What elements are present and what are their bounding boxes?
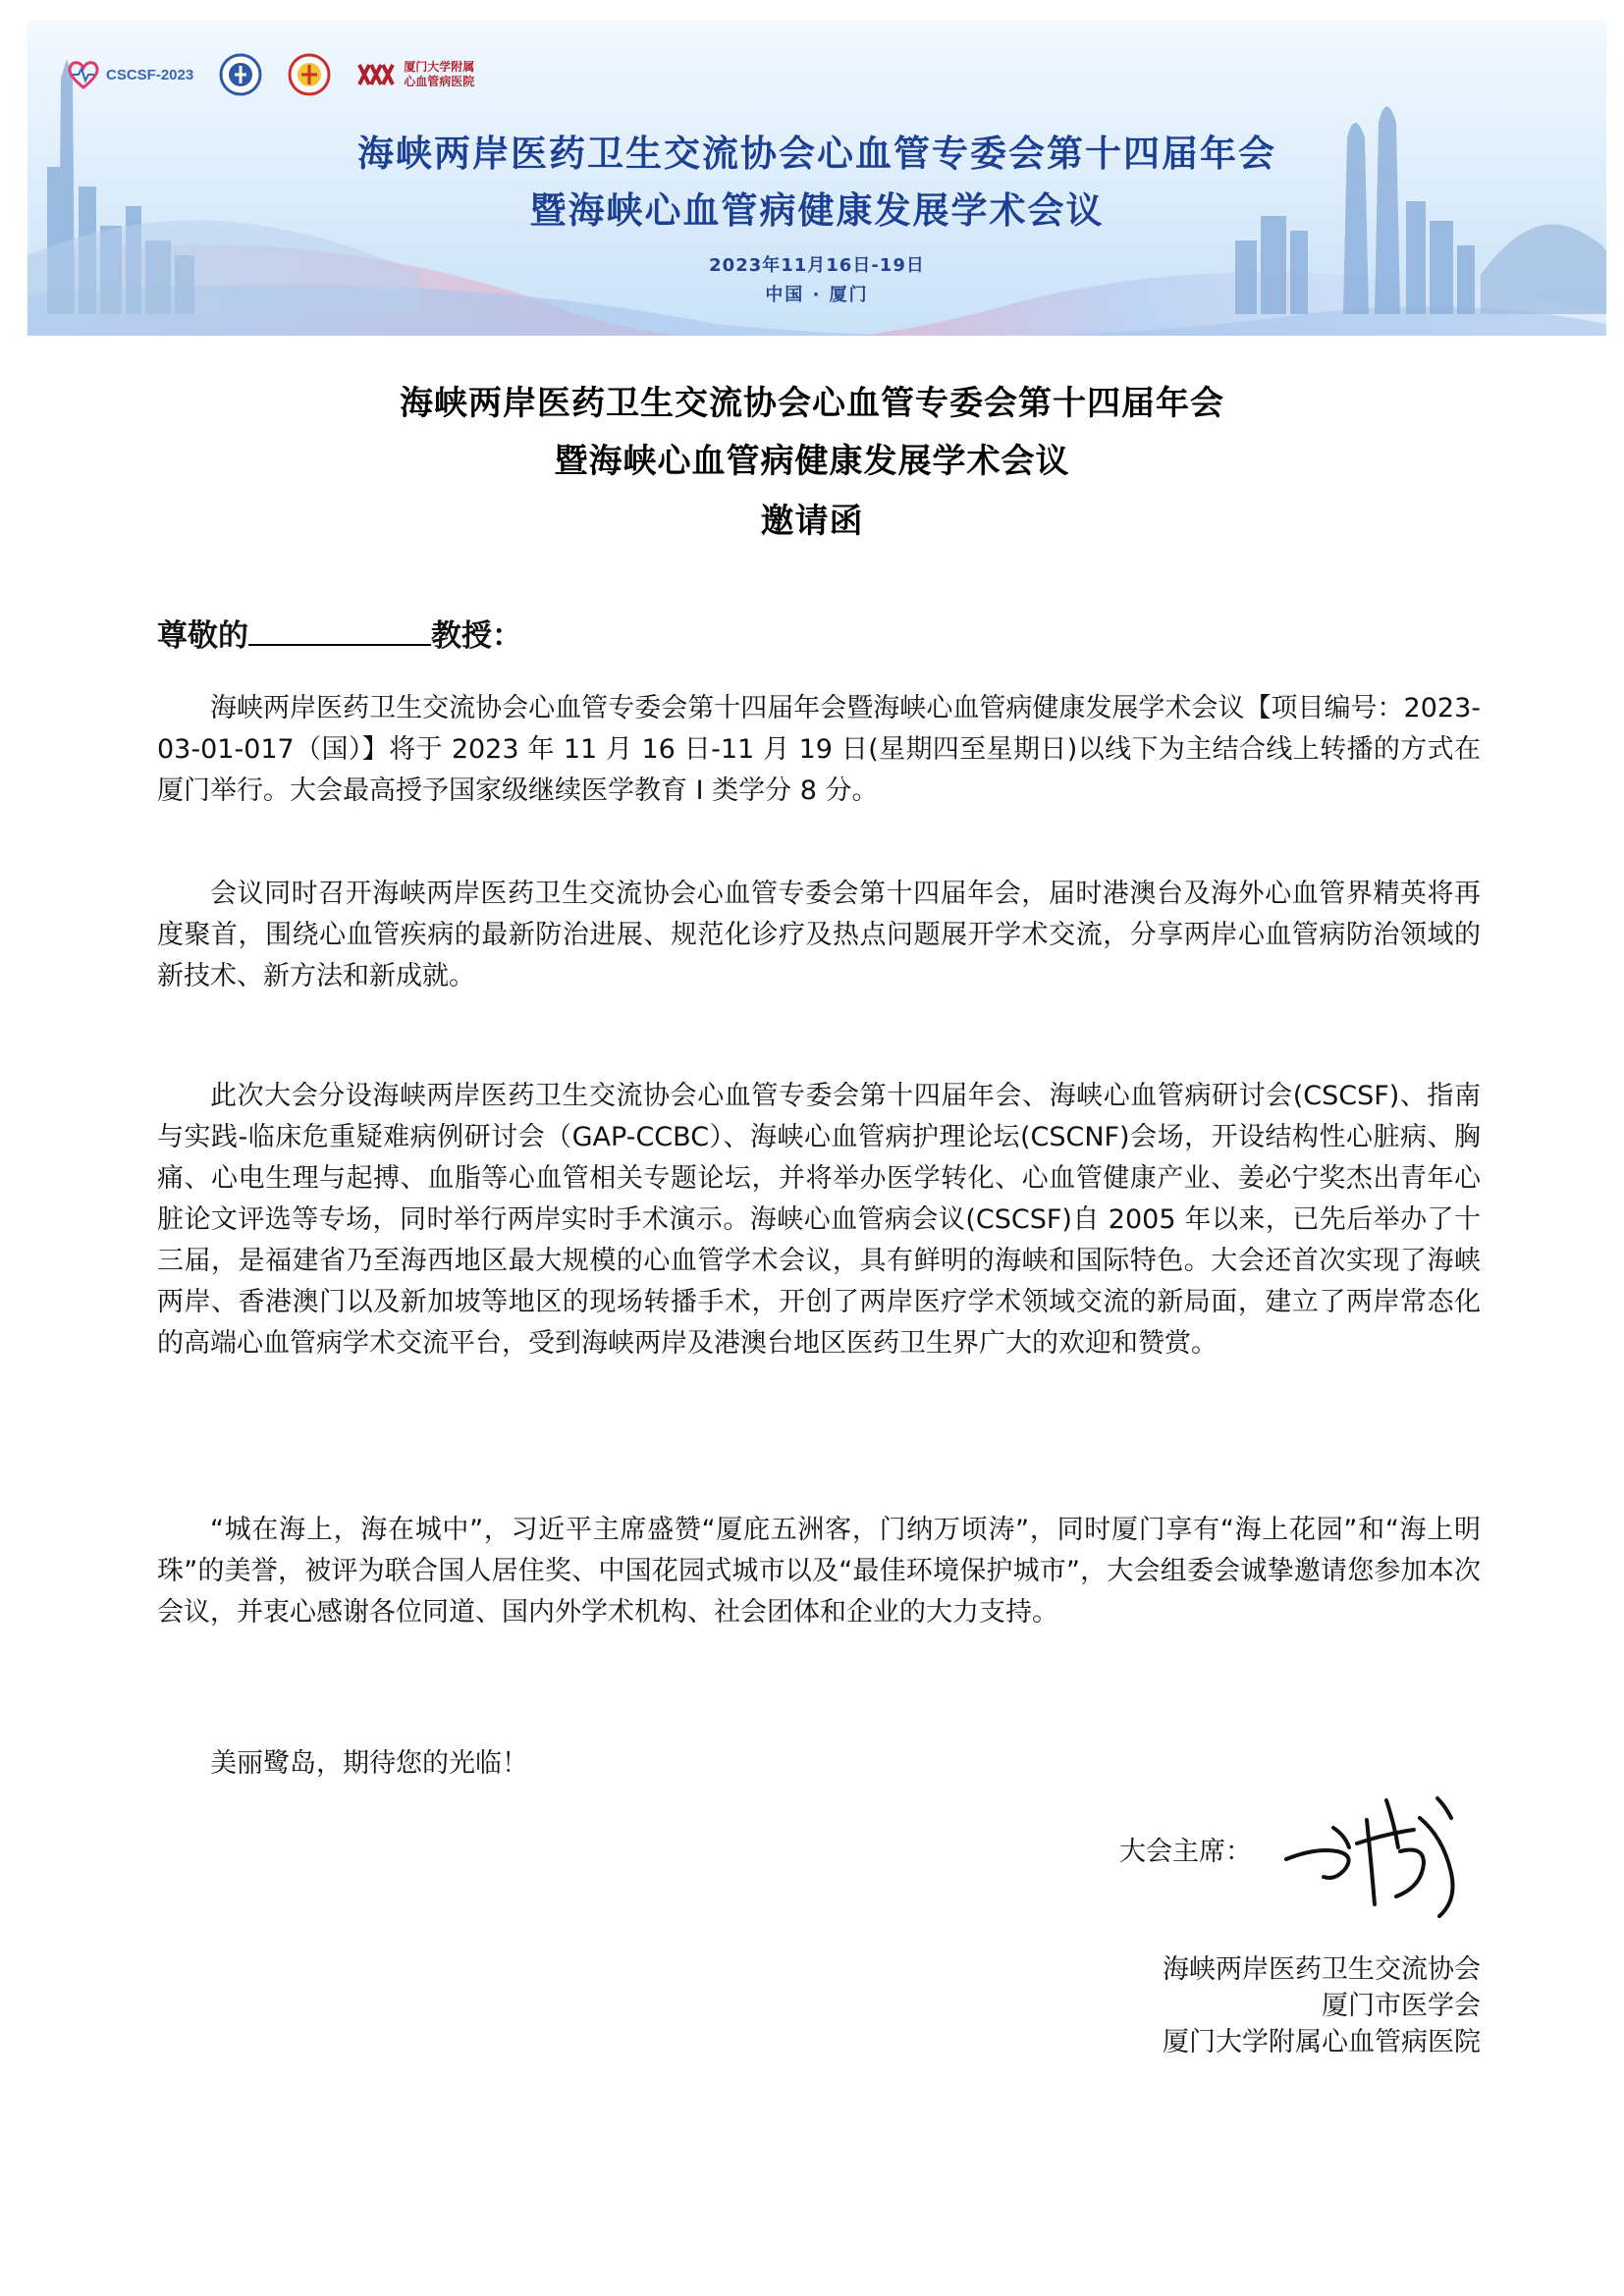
cscsf-logo-text: CSCSF-2023	[106, 66, 194, 83]
organizer-cross-strait-association: 海峡两岸医药卫生交流协会	[1163, 1954, 1481, 1985]
heart-logo-icon	[67, 60, 100, 89]
salutation	[157, 611, 522, 655]
cscsf-logo	[67, 60, 193, 89]
organizer-list	[1163, 1951, 1481, 2060]
conference-banner	[27, 20, 1606, 336]
hospital-emblem-icon	[356, 62, 396, 87]
chair-label: 大会主席：	[1119, 1837, 1252, 1867]
banner-date: 2023年11月16日-19日	[709, 255, 925, 276]
letter-title-line2: 暨海峡心血管病健康发展学术会议	[554, 442, 1070, 481]
organizer-xiamen-medical-association: 厦门市医学会	[1322, 1991, 1481, 2021]
name-blank-line	[248, 616, 431, 646]
paragraph-closing: 美丽鹭岛，期待您的光临！	[210, 1748, 528, 1779]
logo-row	[67, 47, 474, 102]
association-seal-icon	[219, 53, 262, 96]
medical-association-seal-icon	[288, 53, 331, 96]
letter-title-line1: 海峡两岸医药卫生交流协会心血管专委会第十四届年会	[400, 384, 1224, 423]
letter-title-invitation: 邀请函	[760, 502, 864, 541]
banner-title-line2: 暨海峡心血管病健康发展学术会议	[529, 189, 1105, 232]
banner-place: 中国 · 厦门	[765, 285, 869, 305]
hospital-logo	[356, 60, 474, 89]
salutation-prefix: 尊敬的	[157, 618, 248, 654]
salutation-suffix: 教授：	[431, 618, 522, 654]
chair-signature	[1276, 1779, 1483, 1926]
paragraph-intro: 海峡两岸医药卫生交流协会心血管专委会第十四届年会暨海峡心血管病健康发展学术会议【项目编号：2023-03-01-017（国）】将于 2023 年 11 月 16 日-11 月 19 日(星期四至星期日)以线下为主结合线上转播的方式在厦门举行。大会最高授予国家级继续医学教育 I 类学分 8 分。	[157, 693, 1481, 806]
banner-title-line1: 海峡两岸医药卫生交流协会心血管专委会第十四届年会	[357, 133, 1276, 175]
hospital-logo-line1: 厦门大学附属	[404, 60, 475, 74]
paragraph-xiamen: “城在海上，海在城中”，习近平主席盛赞“厦庇五洲客，门纳万顷涛”，同时厦门享有“海上花园”和“海上明珠”的美誉，被评为联合国人居住奖、中国花园式城市以及“最佳环境保护城市”，大会组委会诚挚邀请您参加本次会议，并衷心感谢各位同道、国内外学术机构、社会团体和企业的大力支持。	[157, 1515, 1481, 1628]
paragraph-annual-meeting: 会议同时召开海峡两岸医药卫生交流协会心血管专委会第十四届年会，届时港澳台及海外心血管界精英将再度聚首，围绕心血管疾病的最新防治进展、规范化诊疗及热点问题展开学术交流，分享两岸心血管病防治领域的新技术、新方法和新成就。	[157, 879, 1481, 991]
paragraph-sessions: 此次大会分设海峡两岸医药卫生交流协会心血管专委会第十四届年会、海峡心血管病研讨会(CSCSF)、指南与实践-临床危重疑难病例研讨会（GAP-CCBC）、海峡心血管病护理论坛(CSCNF)会场，开设结构性心脏病、胸痛、心电生理与起搏、血脂等心血管相关专题论坛，并将举办医学转化、心血管健康产业、姜必宁奖杰出青年心脏论文评选等专场，同时举行两岸实时手术演示。海峡心血管病会议(CSCSF)自 2005 年以来，已先后举办了十三届，是福建省乃至海西地区最大规模的心血管学术会议，具有鲜明的海峡和国际特色。大会还首次实现了海峡两岸、香港澳门以及新加坡等地区的现场转播手术，开创了两岸医疗学术领域交流的新局面，建立了两岸常态化的高端心血管病学术交流平台，受到海峡两岸及港澳台地区医药卫生界广大的欢迎和赞赏。	[157, 1081, 1481, 1359]
hospital-logo-line2: 心血管病医院	[404, 75, 475, 88]
organizer-cardiovascular-hospital: 厦门大学附属心血管病医院	[1163, 2027, 1481, 2057]
